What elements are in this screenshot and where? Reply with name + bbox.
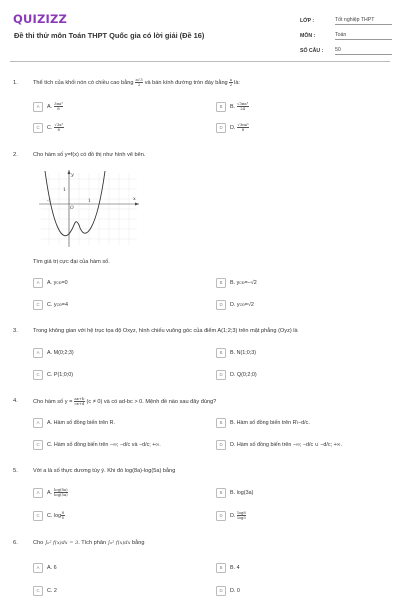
question-number: 1. (13, 80, 18, 86)
option-badge: C (33, 440, 43, 450)
question-text: Cho ∫₀² f(x)dx = 3. Tích phân ∫₀² f(x)dx bằng (33, 540, 145, 546)
question-number: 5. (13, 468, 18, 474)
graph-y-label: y (71, 172, 74, 178)
option-badge: D (216, 123, 226, 133)
option-badge: A (33, 418, 43, 428)
option-badge: D (216, 300, 226, 310)
graph-x-label: x (133, 196, 136, 202)
fraction: $\frac{a√3}{2}$ (135, 77, 143, 87)
answer-option-d[interactable]: D D. 0 (216, 584, 240, 597)
document-title: Đề thi thử môn Toán THPT Quốc gia có lời giải (Đề 16) (14, 31, 205, 40)
option-badge: B (216, 418, 226, 428)
answer-option-c[interactable]: C C. 2 (33, 584, 57, 597)
question-text: Cho hàm số y=f(x) có đồ thị như hình vẽ bên. (33, 152, 146, 158)
option-badge: A (33, 488, 43, 498)
answer-option-b[interactable]: B B. $\frac{\text{√3πa³}}{24}$ (216, 100, 249, 113)
answer-option-d[interactable]: D D. $\frac{\text{√3πa³}}{8}$ (216, 121, 249, 134)
option-badge: C (33, 300, 43, 310)
question-subtext: Tìm giá trị cực đại của hàm số. (33, 259, 110, 265)
option-badge: B (216, 488, 226, 498)
option-badge: A (33, 348, 43, 358)
option-badge: B (216, 348, 226, 358)
meta-value: Toán (335, 32, 392, 40)
question-text: Trong không gian với hệ trục tọa độ Oxyz, hình chiếu vuông góc của điểm A(1;2;3) trên mặt phẳng (Oyz) là (33, 328, 298, 334)
answer-option-a[interactable]: A A. 6 (33, 561, 57, 574)
meta-value: Tốt nghiệp THPT (335, 17, 392, 25)
answer-option-c[interactable]: C C. $\frac{\text{√3a³}}{8}$ (33, 121, 64, 134)
option-badge: D (216, 511, 226, 521)
graph-tick-neg1: -1 (47, 199, 52, 204)
function-curve (45, 171, 105, 236)
meta-row-count (300, 43, 392, 58)
answer-option-d[interactable]: D D. Q(0;2;0) (216, 368, 257, 381)
answer-option-d[interactable]: D D. y CĐ =√2 (216, 298, 254, 311)
x-axis-arrow (135, 203, 139, 206)
question-number: 3. (13, 328, 18, 334)
option-badge: A (33, 563, 43, 573)
question-text: Với a là số thực dương tùy ý. Khi đó log(8a)-log(5a) bằng (33, 468, 176, 474)
answer-option-c[interactable]: C C. Hàm số đồng biến trên −∞; −d/c và −d/c; +∞. (33, 438, 161, 451)
answer-option-a[interactable]: A A. M(0;2;3) (33, 346, 74, 359)
answer-option-b[interactable]: B B. 4 (216, 561, 240, 574)
option-badge: D (216, 440, 226, 450)
option-badge: A (33, 102, 43, 112)
option-badge: A (33, 278, 43, 288)
fraction: $\frac{a}{2}$ (229, 77, 233, 87)
meta-row-class (300, 13, 392, 28)
answer-option-a[interactable]: A A. y CĐ =0 (33, 276, 68, 289)
option-badge: D (216, 370, 226, 380)
answer-option-c[interactable]: C C. y CĐ =4 (33, 298, 68, 311)
meta-row-subject (300, 28, 392, 43)
meta-label: SỐ CÂU : (300, 47, 324, 54)
answer-option-a[interactable]: A A. $\frac{\log(8a)}{\log(5a)}$ (33, 486, 68, 499)
integral-expression: ∫₀² f(x)dx = 3 (44, 540, 79, 546)
graph-max-label: 1 (63, 188, 66, 193)
option-badge: C (33, 123, 43, 133)
graph-origin: O (70, 206, 74, 211)
option-badge: C (33, 370, 43, 380)
option-badge: C (33, 511, 43, 521)
answer-option-d[interactable]: D D. $\frac{\log 8}{\log 5}$ (216, 509, 246, 522)
answer-option-b[interactable]: B B. y CĐ =−√2 (216, 276, 257, 289)
question-number: 2. (13, 152, 18, 158)
meta-label: MÔN : (300, 32, 316, 39)
worksheet-meta (300, 13, 392, 58)
graph-tick-1: 1 (88, 199, 91, 204)
meta-value: 50 (335, 47, 392, 55)
question-text: Cho hàm số y = $\frac{ax+b}{cx+d}$ (c ≠ 0) và có ad-bc > 0. Mệnh đề nào sau đây đúng? (33, 396, 217, 406)
question-text: Thể tích của khối nón có chiều cao bằng $\frac{a√3}{2}$ và bán kính đường tròn đáy bằng $\frac{a}{2}$ là: (33, 77, 240, 87)
meta-label: LỚP : (300, 17, 315, 24)
answer-option-a[interactable]: A A. $\frac{\text{3πa³}}{8}$ (33, 100, 63, 113)
header-divider (10, 61, 390, 62)
answer-option-c[interactable]: C C. log $\frac{8}{5}$ (33, 509, 65, 522)
answer-option-d[interactable]: D D. Hàm số đồng biến trên −∞; −d/c ∪ −d/c; +∞. (216, 438, 342, 451)
answer-option-b[interactable]: B B. N(1;0;3) (216, 346, 256, 359)
integral-expression: ∫₀² f(x)dx (107, 540, 131, 546)
answer-option-c[interactable]: C C. P(1;0;0) (33, 368, 73, 381)
option-badge: B (216, 278, 226, 288)
option-badge: B (216, 563, 226, 573)
fraction: $\frac{ax+b}{cx+d}$ (74, 396, 85, 406)
option-badge: B (216, 102, 226, 112)
quizizz-logo: QUIZIZZ (13, 12, 68, 26)
answer-option-b[interactable]: B B. log(3a) (216, 486, 253, 499)
option-badge: D (216, 586, 226, 596)
question-number: 6. (13, 540, 18, 546)
function-graph (33, 167, 145, 249)
question-number: 4. (13, 398, 18, 404)
answer-option-b[interactable]: B B. Hàm số đồng biến trên R\−d/c. (216, 416, 310, 429)
answer-option-a[interactable]: A A. Hàm số đồng biến trên R. (33, 416, 115, 429)
option-badge: C (33, 586, 43, 596)
